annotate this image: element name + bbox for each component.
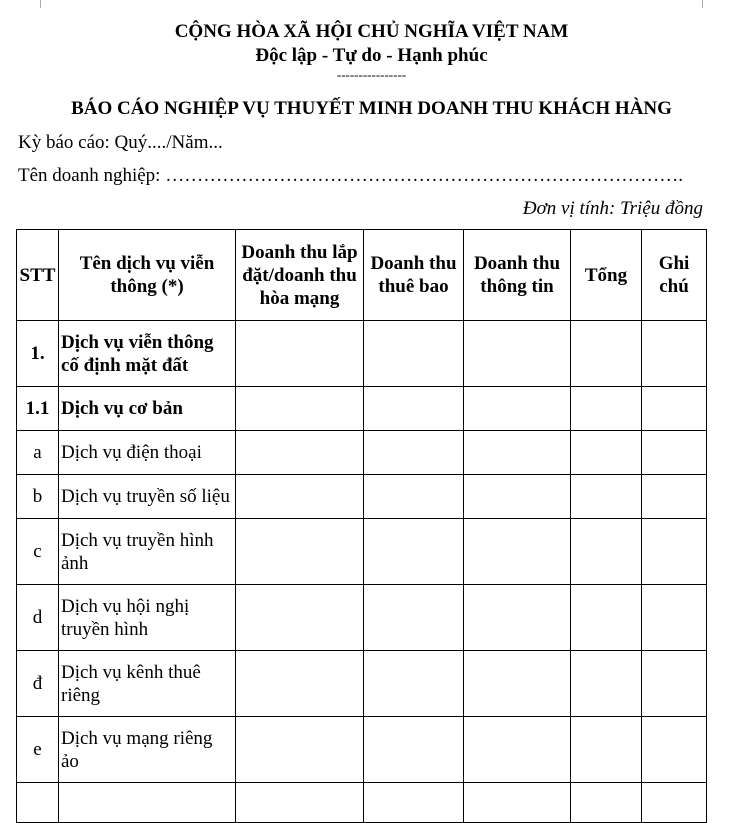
cell-information-revenue[interactable]: [464, 783, 571, 823]
header-information-revenue: Doanh thu thông tin: [464, 230, 571, 321]
cell-notes[interactable]: [642, 387, 707, 431]
cell-total[interactable]: [571, 519, 642, 585]
cell-subscription-revenue[interactable]: [364, 431, 464, 475]
cell-information-revenue[interactable]: [464, 519, 571, 585]
cell-notes[interactable]: [642, 519, 707, 585]
row-stt: [17, 783, 59, 823]
national-motto: Độc lập - Tự do - Hạnh phúc: [255, 45, 488, 66]
cell-notes[interactable]: [642, 321, 707, 387]
row-service-name: Dịch vụ cơ bản: [59, 387, 236, 431]
cell-installation-revenue[interactable]: [236, 321, 364, 387]
cell-notes[interactable]: [642, 431, 707, 475]
row-service-name: Dịch vụ hội nghị truyền hình: [59, 585, 236, 651]
row-service-name: Dịch vụ truyền số liệu: [59, 475, 236, 519]
header-installation-revenue: Doanh thu lắp đặt/doanh thu hòa mạng: [236, 230, 364, 321]
row-service-name: Dịch vụ kênh thuê riêng: [59, 651, 236, 717]
cell-information-revenue[interactable]: [464, 387, 571, 431]
header-total: Tổng: [571, 230, 642, 321]
row-stt: a: [17, 431, 59, 475]
cell-notes[interactable]: [642, 475, 707, 519]
cell-information-revenue[interactable]: [464, 321, 571, 387]
cell-installation-revenue[interactable]: [236, 387, 364, 431]
table-row: [17, 783, 707, 823]
row-service-name: Dịch vụ điện thoại: [59, 431, 236, 475]
header-subscription-revenue: Doanh thu thuê bao: [364, 230, 464, 321]
page-corner-mark-left: [20, 0, 41, 8]
header-notes: Ghi chú: [642, 230, 707, 321]
cell-subscription-revenue[interactable]: [364, 783, 464, 823]
cell-information-revenue[interactable]: [464, 651, 571, 717]
row-stt: c: [17, 519, 59, 585]
cell-notes[interactable]: [642, 717, 707, 783]
cell-total[interactable]: [571, 321, 642, 387]
country-name: CỘNG HÒA XÃ HỘI CHỦ NGHĨA VIỆT NAM: [174, 21, 569, 42]
cell-total[interactable]: [571, 387, 642, 431]
table-row: [17, 321, 707, 387]
cell-information-revenue[interactable]: [464, 717, 571, 783]
row-service-name: Dịch vụ mạng riêng ảo: [59, 717, 236, 783]
company-name-line: Tên doanh nghiệp: ……………………………………………………………………….: [18, 165, 683, 186]
header-rule: ----------------: [336, 67, 407, 82]
row-stt: e: [17, 717, 59, 783]
cell-total[interactable]: [571, 431, 642, 475]
cell-total[interactable]: [571, 585, 642, 651]
table-header-row: [17, 230, 707, 321]
cell-notes[interactable]: [642, 783, 707, 823]
cell-subscription-revenue[interactable]: [364, 519, 464, 585]
report-title: BÁO CÁO NGHIỆP VỤ THUYẾT MINH DOANH THU KHÁCH HÀNG: [71, 98, 672, 119]
table-row: [17, 431, 707, 475]
cell-installation-revenue[interactable]: [236, 431, 364, 475]
national-header: [0, 20, 743, 82]
cell-installation-revenue[interactable]: [236, 651, 364, 717]
cell-subscription-revenue[interactable]: [364, 717, 464, 783]
cell-installation-revenue[interactable]: [236, 717, 364, 783]
table-row: [17, 519, 707, 585]
table-row: [17, 387, 707, 431]
report-period: Kỳ báo cáo: Quý..../Năm...: [18, 132, 223, 153]
page-corner-mark-right: [702, 0, 723, 8]
header-stt: STT: [17, 230, 59, 321]
cell-installation-revenue[interactable]: [236, 475, 364, 519]
cell-notes[interactable]: [642, 585, 707, 651]
cell-installation-revenue[interactable]: [236, 585, 364, 651]
revenue-table: [16, 229, 707, 823]
cell-notes[interactable]: [642, 651, 707, 717]
table-row: [17, 585, 707, 651]
cell-information-revenue[interactable]: [464, 475, 571, 519]
row-stt: 1.: [17, 321, 59, 387]
cell-total[interactable]: [571, 651, 642, 717]
table-row: [17, 717, 707, 783]
cell-subscription-revenue[interactable]: [364, 585, 464, 651]
cell-subscription-revenue[interactable]: [364, 321, 464, 387]
row-service-name: [59, 783, 236, 823]
cell-subscription-revenue[interactable]: [364, 651, 464, 717]
cell-subscription-revenue[interactable]: [364, 387, 464, 431]
cell-total[interactable]: [571, 475, 642, 519]
table-row: [17, 651, 707, 717]
header-service-name: Tên dịch vụ viễn thông (*): [59, 230, 236, 321]
cell-subscription-revenue[interactable]: [364, 475, 464, 519]
unit-of-measure: Đơn vị tính: Triệu đồng: [522, 198, 703, 219]
row-stt: d: [17, 585, 59, 651]
row-service-name: Dịch vụ truyền hình ảnh: [59, 519, 236, 585]
row-stt: đ: [17, 651, 59, 717]
row-stt: b: [17, 475, 59, 519]
cell-total[interactable]: [571, 717, 642, 783]
cell-installation-revenue[interactable]: [236, 519, 364, 585]
table-row: [17, 475, 707, 519]
cell-information-revenue[interactable]: [464, 431, 571, 475]
cell-total[interactable]: [571, 783, 642, 823]
cell-information-revenue[interactable]: [464, 585, 571, 651]
row-service-name: Dịch vụ viễn thông cố định mặt đất: [59, 321, 236, 387]
row-stt: 1.1: [17, 387, 59, 431]
cell-installation-revenue[interactable]: [236, 783, 364, 823]
